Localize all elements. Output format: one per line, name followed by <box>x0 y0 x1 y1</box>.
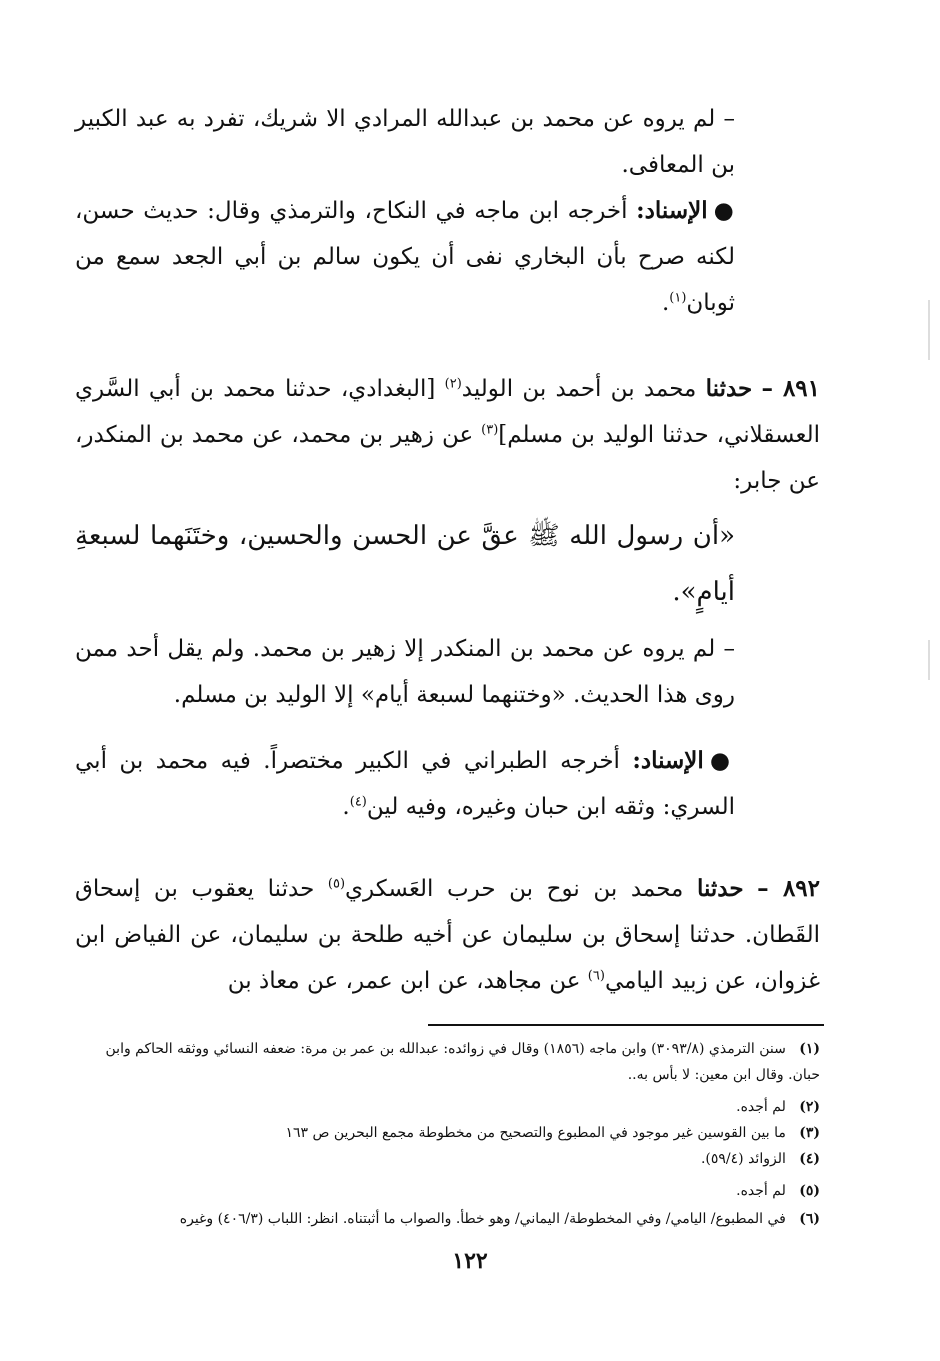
footnote-ref-2: (٢) <box>444 376 462 392</box>
matn-text: «أن رسول الله ﷺ عقَّ عن الحسن والحسين، وختَنَهما لسبعةِ أيامٍ». <box>75 521 735 607</box>
footnote-ref-5: (٥) <box>327 876 346 892</box>
hadith-892 <box>75 866 820 1004</box>
footnote-number: (٦) <box>799 1211 820 1227</box>
isnad-text: أخرجه ابن ماجه في النكاح، والترمذي وقال: حديث حسن، لكنه صرح بأن البخاري نفى أن يكون سالم بن أبي الجعد سمع من ثوبان <box>75 198 735 316</box>
footnote-text: لم أجده. <box>736 1183 786 1199</box>
footnote-separator <box>428 1024 824 1026</box>
hadith-lead: حدثنا <box>696 875 744 902</box>
footnote-number: (٥) <box>799 1183 820 1199</box>
footnote-1 <box>80 1036 820 1088</box>
scan-edge-mark <box>928 640 930 680</box>
footnote-text: ما بين القوسين غير موجود في المطبوع والتصحيح من مخطوطة مجمع البحرين ص ١٦٣ <box>285 1125 786 1141</box>
footnote-ref-6: (٦) <box>587 968 605 984</box>
hadith-891 <box>75 366 820 504</box>
bullet-icon: ● <box>709 747 735 774</box>
narration-note-891 <box>75 626 735 718</box>
isnad-text: أخرجه الطبراني في الكبير مختصراً. فيه محمد بن أبي السري: وثقه ابن حبان وغيره، وفيه لين <box>75 748 735 820</box>
footnote-2 <box>80 1094 820 1120</box>
hadith-chain-a: محمد بن نوح بن حرب العَسكري <box>345 876 684 902</box>
footnote-3 <box>80 1120 820 1146</box>
isnad-891: ●الإسناد: أخرجه الطبراني في الكبير مختصراً. فيه محمد بن أبي السري: وثقه ابن حبان وغيره، وفيه لين$^{(٤)}$. <box>75 747 735 820</box>
footnote-5 <box>80 1178 820 1204</box>
hadith-number: ٨٩١ – <box>761 375 821 402</box>
hadith-lead: حدثنا <box>705 375 753 402</box>
hadith-chain-b: [البغدادي، حدثنا محمد بن أبي السَّري العسقلاني، حدثنا الوليد بن مسلم] <box>75 376 820 448</box>
footnote-4 <box>80 1146 820 1172</box>
footnote-number: (٤) <box>799 1151 820 1167</box>
hadith-chain-a: محمد بن أحمد بن الوليد <box>461 376 697 402</box>
isnad-label: الإسناد: <box>632 747 704 774</box>
isnad-label: الإسناد: <box>636 197 708 224</box>
footnote-ref-4: (٤) <box>349 794 367 810</box>
footnote-text: الزوائد (٥٩/٤). <box>700 1151 786 1167</box>
hadith-chain-b: حدثنا يعقوب بن إسحاق القَطان. حدثنا إسحاق بن سليمان عن أخيه طلحة بن سليمان، عن الفياض ابن غزوان، عن زبيد اليامي <box>75 876 820 994</box>
hadith-matn-891 <box>75 508 735 620</box>
footnote-number: (٣) <box>799 1125 820 1141</box>
footnote-text: في المطبوع/ اليامي/ وفي المخطوطة/ اليماني/ وهو خطأ. والصواب ما أثبتناه. انظر: اللباب (٤٠٦/٣) وغيره <box>179 1211 786 1227</box>
note-text: – لم يروه عن محمد بن عبدالله المرادي الا شريك، تفرد به عبد الكبير بن المعافى. <box>75 106 736 178</box>
hadith-chain-c: عن زهير بن محمد، عن محمد بن المنكدر، عن جابر: <box>75 422 820 494</box>
scan-edge-mark <box>928 300 930 360</box>
footnote-ref-3: (٣) <box>481 422 499 438</box>
note-text: – لم يروه عن محمد بن المنكدر إلا زهير بن محمد. ولم يقل أحد ممن روى هذا الحديث. «وختنهما لسبعة أيام» إلا الوليد بن مسلم. <box>75 636 735 708</box>
page-number: ١٢٢ <box>452 1248 488 1274</box>
narration-note-890 <box>75 96 735 188</box>
hadith-number: ٨٩٢ – <box>757 875 821 902</box>
bullet-icon: ● <box>713 197 735 224</box>
footnote-ref-1: (١) <box>669 290 687 306</box>
footnote-text: سنن الترمذي (٣٠٩٣/٨) وابن ماجه (١٨٥٦) وقال في زوائده: عبدالله بن عمر بن مرة: ضعفه النسائي ووثقه الحاكم وابن حبان. وقال ابن معين: لا بأس به.. <box>105 1041 820 1083</box>
footnote-number: (٢) <box>799 1099 820 1115</box>
footnote-number: (١) <box>799 1041 820 1057</box>
hadith-chain-c: عن مجاهد، عن ابن عمر، عن معاذ بن <box>227 968 581 994</box>
footnote-6 <box>80 1206 820 1232</box>
footnote-text: لم أجده. <box>736 1099 786 1115</box>
isnad-890: ●الإسناد: أخرجه ابن ماجه في النكاح، والترمذي وقال: حديث حسن، لكنه صرح بأن البخاري نفى أن يكون سالم بن أبي الجعد سمع من ثوبان$^{(١)}$. <box>75 197 735 316</box>
